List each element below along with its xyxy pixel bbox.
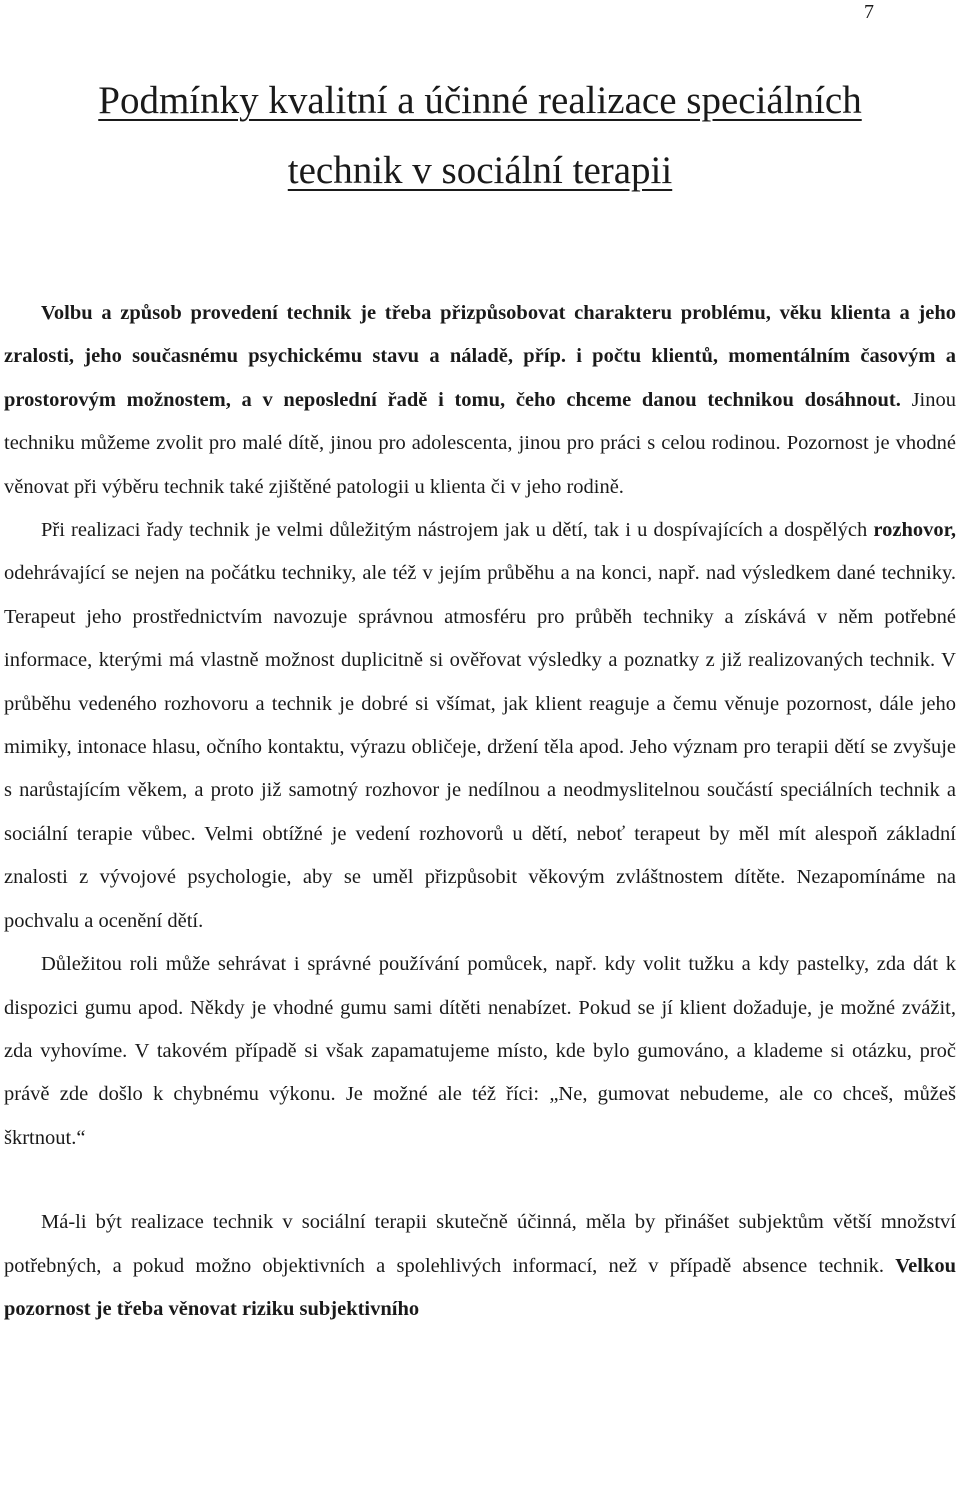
title-line-1: Podmínky kvalitní a účinné realizace speciálních	[98, 79, 862, 122]
page-number: 7	[864, 1, 874, 23]
paragraph-3: Důležitou roli může sehrávat i správné používání pomůcek, např. kdy volit tužku a kdy pastelky, zda dát k dispozici gumu apod. Někdy je vhodné gumu sami dítěti nenabízet. Pokud se jí klient dožaduje, je možné zvážit, zda vyhovíme. V takovém případě si však zapamatujeme místo, kde bylo gumováno, a klademe si otázku, proč právě zde došlo k chybnému výkonu. Je možné ale též říci: „Ne, gumovat nebudeme, ale co chceš, můžeš škrtnout.“	[4, 953, 956, 1149]
paragraph-2-text: odehrávající se nejen na počátku techniky, ale též v jejím průběhu a na konci, např. nad výsledkem dané techniky. Terapeut jeho prostřednictvím navozuje správnou atmosféru pro průběh techniky a získává v něm potřebné informace, kterými má vlastně možnost duplicitně si ověřovat výsledky a poznatky z již realizovaných technik. V průběhu vedeného rozhovoru a technik je dobré si všímat, jak klient reaguje a čemu věnuje pozornost, dále jeho mimiky, intonace hlasu, očního kontaktu, výrazu obličeje, držení těla apod. Jeho význam pro terapii dětí se zvyšuje s narůstajícím věkem, a proto již samotný rozhovor je nedílnou a neodmyslitelnou součástí speciálních technik a sociální terapie vůbec. Velmi obtížné je vedení rozhovorů u dětí, neboť terapeut by měl mít alespoň základní znalosti z vývojové psychologie, aby se uměl přizpůsobit věkovým zvláštnostem dítěte. Nezapomínáme na pochvalu a ocenění dětí.	[4, 562, 956, 932]
paragraph-2-bold: rozhovor,	[873, 519, 956, 542]
paragraph-1	[4, 292, 956, 509]
paragraph-2-start: Při realizaci řady technik je velmi důležitým nástrojem jak u dětí, tak i u dospívajících a dospělých	[41, 519, 874, 542]
body-text	[4, 292, 956, 1331]
paragraph-1-text: Jinou techniku můžeme zvolit pro malé dítě, jinou pro adolescenta, jinou pro práci s celou rodinou. Pozornost je vhodné věnovat při výběru technik také zjištěné patologii u klienta či v jeho rodině.	[4, 388, 956, 498]
document-title	[0, 66, 960, 206]
paragraph-2	[4, 509, 956, 943]
paragraph-4-start: Má-li být realizace technik v sociální terapii skutečně účinná, měla by přinášet subjektům větší množství potřebných, a pokud možno objektivních a spolehlivých informací, než v případě absence technik.	[4, 1211, 956, 1277]
paragraph-4	[4, 1201, 956, 1331]
paragraph-spacer	[4, 1160, 956, 1201]
paragraph-4-bold: Velkou pozornost je třeba věnovat riziku subjektivního	[4, 1254, 956, 1320]
paragraph-1-bold: Volbu a způsob provedení technik je třeba přizpůsobovat charakteru problému, věku klienta a jeho zralosti, jeho současnému psychickému stavu a náladě, příp. i počtu klientů, momentálním časovým a prostorovým možnostem, a v neposlední řadě i tomu, čeho chceme danou technikou dosáhnout.	[4, 302, 956, 411]
title-line-2: technik v sociální terapii	[287, 149, 673, 192]
